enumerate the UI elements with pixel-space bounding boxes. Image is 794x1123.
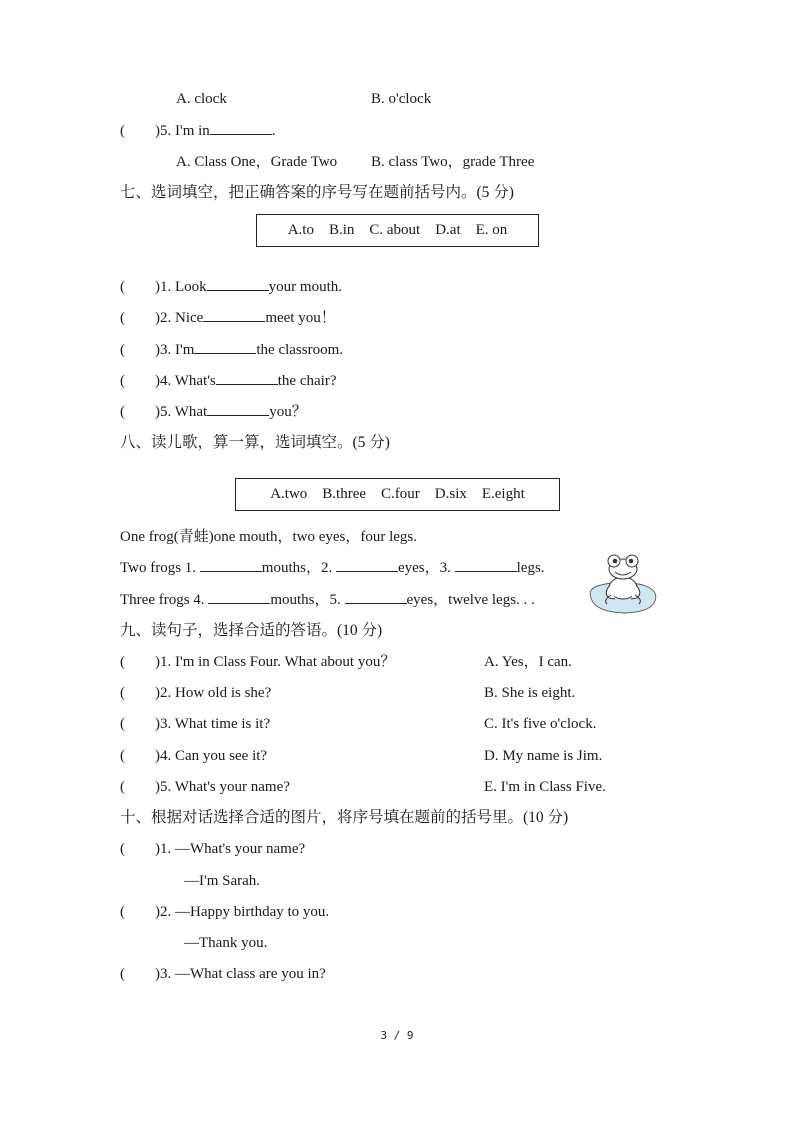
answer-paren: ( ) — [120, 685, 160, 701]
question-text: meet you！ — [265, 310, 336, 326]
rhyme-text: Three frogs 4. — [120, 592, 209, 608]
question-text: 4. What's — [160, 373, 216, 389]
rhyme-text: mouths，5. — [270, 592, 345, 608]
question-5 — [160, 121, 276, 141]
section-7-title: 七、选词填空，把正确答案的序号写在题前括号内。(5 分) — [120, 184, 514, 201]
question-text: 5. What's your name? — [160, 779, 290, 795]
answer-paren: ( ) — [120, 279, 160, 295]
page-number: 3 / 9 — [380, 1029, 414, 1042]
answer-paren: ( ) — [120, 123, 160, 139]
answer-paren: ( ) — [120, 373, 160, 389]
answer-option: C. It's five o'clock. — [484, 716, 597, 732]
dialog-question: 2. —Happy birthday to you. — [160, 904, 330, 920]
dialog-question: 1. —What's your name? — [160, 841, 306, 857]
rhyme-text: legs. — [516, 560, 545, 576]
word-bank-text: A.two B.three C.four D.six E.eight — [270, 486, 525, 502]
fill-blank — [207, 402, 269, 416]
rhyme-text: mouths，2. — [261, 560, 336, 576]
fill-blank — [200, 558, 262, 572]
question-text: 3. I'm — [160, 342, 195, 358]
dialog-answer: —I'm Sarah. — [184, 873, 261, 889]
answer-paren: ( ) — [120, 654, 160, 670]
question-text: 2. How old is she? — [160, 685, 272, 701]
option-a: A. Class One，Grade Two — [176, 154, 338, 170]
rhyme-line-3 — [120, 590, 535, 610]
rhyme-text: Two frogs 1. — [120, 560, 200, 576]
dialog-answer: —Thank you. — [184, 935, 268, 951]
question-text: 4. Can you see it? — [160, 748, 268, 764]
answer-paren: ( ) — [120, 904, 160, 920]
answer-paren: ( ) — [120, 966, 160, 982]
word-bank-text: A.to B.in C. about D.at E. on — [287, 222, 508, 238]
rhyme-line-2 — [120, 558, 545, 578]
question-text: the classroom. — [256, 342, 344, 358]
word-bank-box — [256, 214, 539, 247]
question-text: 5. What — [160, 404, 208, 420]
answer-paren: ( ) — [120, 779, 160, 795]
fill-in-question — [160, 402, 307, 422]
option-b: B. o'clock — [371, 91, 432, 107]
fill-blank — [208, 590, 270, 604]
answer-option: E. I'm in Class Five. — [484, 779, 606, 795]
question-text: 3. What time is it? — [160, 716, 271, 732]
fill-blank — [207, 277, 269, 291]
option-a: A. clock — [176, 91, 227, 107]
question-text: 1. Look — [160, 279, 207, 295]
option-b: B. class Two，grade Three — [371, 154, 535, 170]
answer-paren: ( ) — [120, 342, 160, 358]
fill-blank — [203, 308, 265, 322]
word-bank-box — [235, 478, 560, 511]
fill-in-question — [160, 308, 336, 328]
rhyme-text: eyes，3. — [397, 560, 455, 576]
answer-option: D. My name is Jim. — [484, 748, 603, 764]
question-text: the chair? — [277, 373, 337, 389]
section-8-title: 八、读儿歌，算一算，选词填空。(5 分) — [120, 434, 390, 451]
fill-in-question — [160, 371, 336, 391]
question-text: your mouth. — [268, 279, 343, 295]
answer-option: B. She is eight. — [484, 685, 576, 701]
answer-paren: ( ) — [120, 404, 160, 420]
answer-paren: ( ) — [120, 310, 160, 326]
answer-paren: ( ) — [120, 748, 160, 764]
fill-blank — [216, 371, 278, 385]
fill-in-question — [160, 340, 343, 360]
section-10-title: 十、根据对话选择合适的图片，将序号填在题前的括号里。(10 分) — [120, 809, 569, 826]
frog-image — [585, 548, 661, 616]
dialog-question: 3. —What class are you in? — [160, 966, 326, 982]
question-text: 5. I'm in — [160, 123, 210, 139]
section-9-title: 九、读句子，选择合适的答语。(10 分) — [120, 622, 383, 639]
answer-paren: ( ) — [120, 716, 160, 732]
fill-blank — [336, 558, 398, 572]
question-text: 1. I'm in Class Four. What about you？ — [160, 654, 396, 670]
fill-blank — [345, 590, 407, 604]
fill-blank — [210, 121, 272, 135]
question-text: 2. Nice — [160, 310, 204, 326]
answer-option: A. Yes，I can. — [484, 654, 572, 670]
rhyme-line-1: One frog(青蛙)one mouth，two eyes，four legs. — [120, 529, 418, 545]
rhyme-text: eyes，twelve legs. . . — [406, 592, 535, 608]
fill-in-question — [160, 277, 342, 297]
fill-blank — [194, 340, 256, 354]
answer-paren: ( ) — [120, 841, 160, 857]
question-text: you？ — [269, 404, 307, 420]
fill-blank — [455, 558, 517, 572]
question-end: . — [271, 123, 276, 139]
